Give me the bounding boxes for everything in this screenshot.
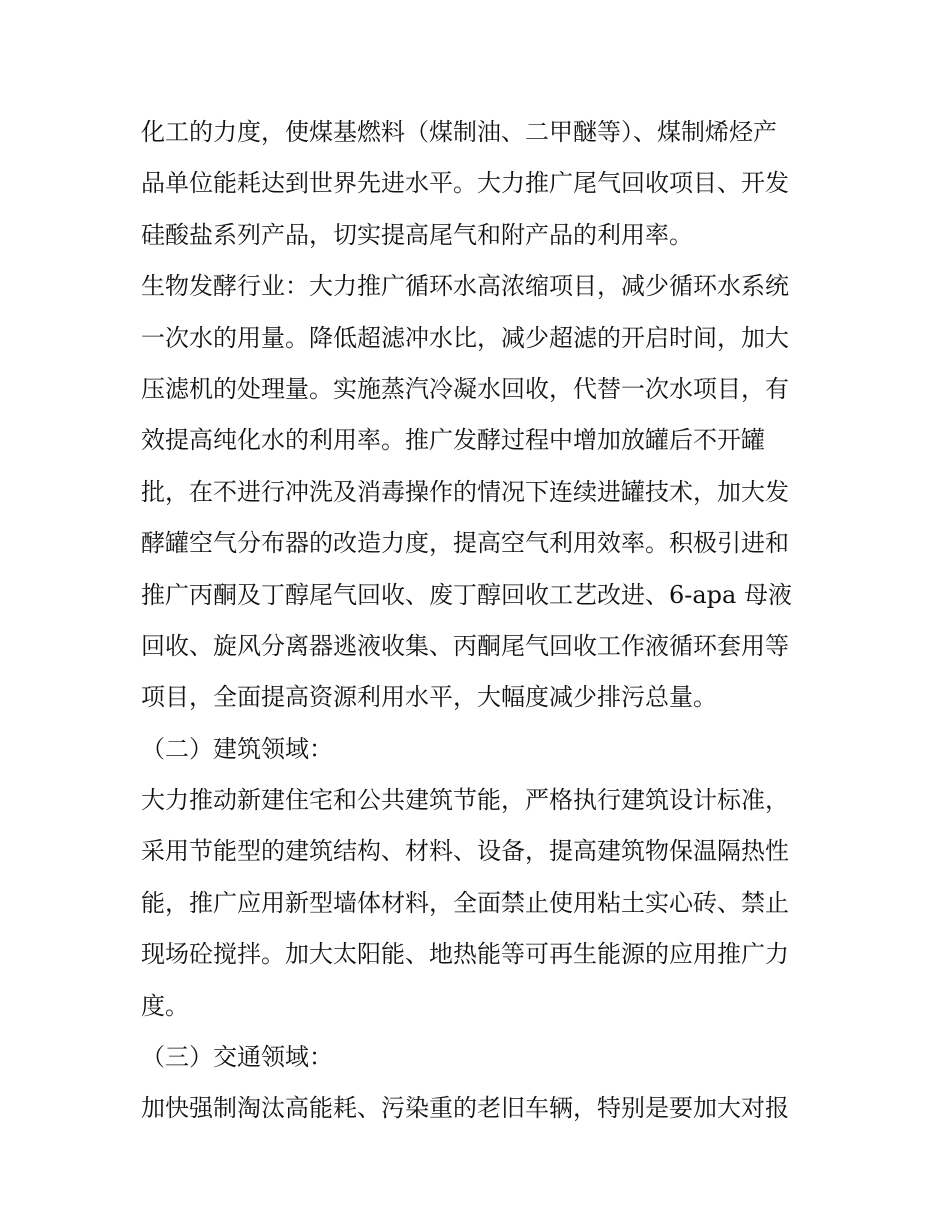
text-line: 现场砼搅拌。加大太阳能、地热能等可再生能源的应用推广力 — [141, 940, 789, 969]
text-line: 化工的力度，使煤基燃料（煤制油、二甲醚等）、煤制烯烃产 — [141, 118, 777, 146]
text-line: 项目，全面提高资源利用水平，大幅度减少排污总量。 — [141, 683, 717, 712]
text-line: 能，推广应用新型墙体材料，全面禁止使用粘土实心砖、禁止 — [141, 888, 789, 917]
text-line: 硅酸盐系列产品，切实提高尾气和附产品的利用率。 — [141, 220, 693, 249]
section-heading-transport: （三）交通领域： — [141, 1043, 333, 1072]
text-line: 推广丙酮及丁醇尾气回收、废丁醇回收工艺改进、6-apa 母液 — [141, 580, 792, 609]
text-line: 一次水的用量。降低超滤冲水比，减少超滤的开启时间，加大 — [141, 323, 789, 352]
text-line: 品单位能耗达到世界先进水平。大力推广尾气回收项目、开发 — [141, 169, 789, 198]
document-body — [141, 107, 821, 1135]
text-line: 压滤机的处理量。实施蒸汽冷凝水回收，代替一次水项目，有 — [141, 374, 789, 403]
text-line: 度。 — [141, 991, 189, 1020]
text-line: 大力推动新建住宅和公共建筑节能，严格执行建筑设计标准， — [141, 786, 789, 815]
text-line: 批，在不进行冲洗及消毒操作的情况下连续进罐技术，加大发 — [141, 477, 789, 506]
text-line: 酵罐空气分布器的改造力度，提高空气利用效率。积极引进和 — [141, 529, 789, 558]
text-line: 加快强制淘汰高能耗、污染重的老旧车辆，特别是要加大对报 — [141, 1094, 789, 1123]
section-heading-building: （二）建筑领域： — [141, 734, 333, 763]
text-line: 生物发酵行业：大力推广循环水高浓缩项目，减少循环水系统 — [141, 272, 789, 301]
text-line: 回收、旋风分离器逃液收集、丙酮尾气回收工作液循环套用等 — [141, 631, 789, 660]
text-line: 效提高纯化水的利用率。推广发酵过程中增加放罐后不开罐 — [141, 426, 765, 455]
text-line: 采用节能型的建筑结构、材料、设备，提高建筑物保温隔热性 — [141, 837, 789, 866]
